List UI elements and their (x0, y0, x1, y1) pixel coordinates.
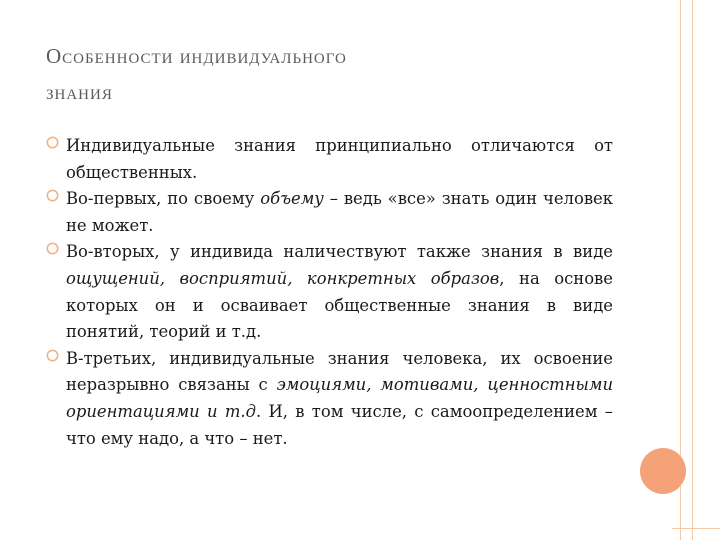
decorative-circle (640, 448, 686, 494)
slide-title (46, 38, 606, 110)
bullet-item-4 (46, 346, 613, 452)
bullet-item-3 (46, 239, 613, 345)
bullet-icon (46, 189, 59, 202)
bullet-3-text-a: Во-вторых, у индивида наличествуют также знания в виде (66, 242, 613, 262)
bullet-1-text: Индивидуальные знания принципиально отличаются от общественных. (66, 136, 613, 182)
frame-line-right (692, 0, 693, 540)
bullet-item-1 (46, 133, 613, 186)
bullet-4-emphasis: эмоциями, мотивами, ценностными ориентациями и т.д (66, 375, 613, 421)
bullet-icon (46, 349, 59, 362)
bullet-2-text-a: Во-первых, по своему (66, 189, 261, 209)
bullet-3-emphasis: ощущений, восприятий, конкретных образов (66, 268, 500, 288)
bullet-4-text-a: В-третьих, индивидуальные знания человека, их освоение неразрывно связаны с (66, 348, 613, 395)
bullet-4-text-b: . И, в том числе, с самоопределением – что ему надо, а что – нет. (66, 401, 613, 448)
bullet-icon (46, 242, 59, 255)
bullet-2-emphasis: объему (260, 189, 324, 209)
bullet-item-2 (46, 186, 613, 239)
bullet-2-text-b: – ведь «все» знать один человек не может. (66, 189, 613, 235)
title-line-2: знания (46, 80, 113, 104)
frame-line-bottom (672, 528, 720, 529)
bullet-3-text-b: , на основе которых он и осваивает общественные знания в виде понятий, теорий и т.д. (66, 268, 613, 342)
bullet-icon (46, 136, 59, 149)
title-line-1: Особенности индивидуального (46, 44, 347, 68)
bullet-list (46, 133, 613, 452)
